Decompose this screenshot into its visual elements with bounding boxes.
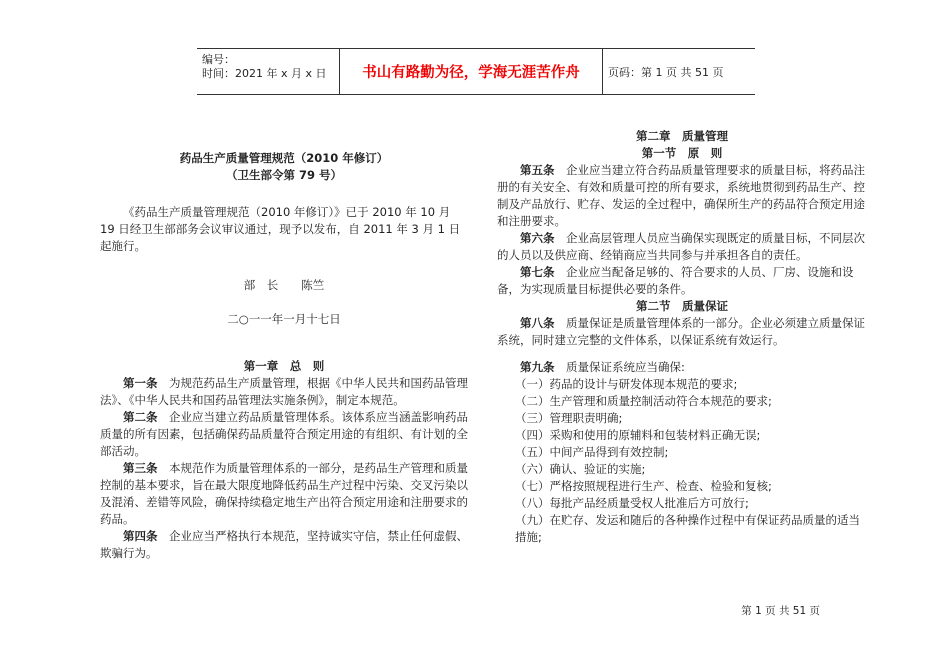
qa-item-list bbox=[497, 376, 867, 546]
article-5 bbox=[497, 162, 867, 230]
list-item: （一）药品的设计与研发体现本规范的要求; bbox=[515, 377, 738, 391]
list-item: （九）在贮存、发运和随后的各种操作过程中有保证药品质量的适当措施; bbox=[515, 513, 860, 544]
article-9 bbox=[497, 359, 867, 376]
page-code: 页码：第 1 页 共 51 页 bbox=[608, 65, 724, 79]
time-label: 时间：2021 年 x 月 x 日 bbox=[202, 67, 327, 80]
doc-subtitle: （卫生部令第 79 号） bbox=[225, 168, 342, 182]
left-column bbox=[100, 150, 468, 562]
article-text: 企业高层管理人员应当确保实现既定的质量目标，不同层次的人员以及供应商、经销商应当共同参与并承担各自的责任。 bbox=[497, 231, 865, 262]
intro-paragraph: 《药品生产质量管理规范（2010 年修订）》已于 2010 年 10 月 19 日经卫生部部务会议审议通过，现予以发布，自 2011 年 3 月 1 日起施行。 bbox=[100, 205, 461, 253]
article-4 bbox=[100, 528, 468, 562]
article-2 bbox=[100, 409, 468, 460]
list-item: （二）生产管理和质量控制活动符合本规范的要求; bbox=[515, 394, 772, 408]
article-1 bbox=[100, 375, 468, 409]
article-3 bbox=[100, 460, 468, 528]
chapter-heading: 第二章 质量管理 bbox=[636, 129, 728, 143]
article-text: 企业应当严格执行本规范，坚持诚实守信，禁止任何虚假、欺骗行为。 bbox=[100, 529, 468, 560]
section-heading: 第一节 原 则 bbox=[641, 146, 723, 160]
article-label: 第二条 bbox=[123, 410, 158, 424]
article-label: 第六条 bbox=[520, 231, 555, 245]
list-item: （四）采购和使用的原辅料和包装材料正确无误; bbox=[515, 428, 761, 442]
sign-date: 二○一一年一月十七日 bbox=[227, 312, 341, 326]
article-6 bbox=[497, 230, 867, 264]
section-heading: 第二节 质量保证 bbox=[636, 299, 728, 313]
page-header bbox=[197, 48, 755, 95]
motto: 书山有路勤为径，学海无涯苦作舟 bbox=[340, 49, 603, 94]
article-label: 第四条 bbox=[123, 529, 158, 543]
article-7 bbox=[497, 264, 867, 298]
chapter-heading: 第一章 总 则 bbox=[243, 359, 325, 373]
article-text: 企业应当配备足够的、符合要求的人员、厂房、设施和设备，为实现质量目标提供必要的条件。 bbox=[497, 265, 854, 296]
article-text: 质量保证系统应当确保: bbox=[554, 360, 685, 374]
article-label: 第九条 bbox=[520, 360, 555, 374]
article-label: 第三条 bbox=[123, 461, 158, 475]
article-label: 第一条 bbox=[123, 376, 158, 390]
article-label: 第五条 bbox=[520, 163, 555, 177]
article-label: 第七条 bbox=[520, 265, 555, 279]
list-item: （八）每批产品经质量受权人批准后方可放行; bbox=[515, 496, 749, 510]
doc-title: 药品生产质量管理规范（2010 年修订） bbox=[179, 151, 389, 165]
article-text: 质量保证是质量管理体系的一部分。企业必须建立质量保证系统，同时建立完整的文件体系，以保证系统有效运行。 bbox=[497, 316, 865, 347]
signature: 部 长 陈竺 bbox=[243, 278, 325, 292]
header-meta bbox=[197, 49, 340, 94]
list-item: （七）严格按照规程进行生产、检查、检验和复核; bbox=[515, 479, 772, 493]
article-8 bbox=[497, 315, 867, 349]
article-label: 第八条 bbox=[520, 316, 555, 330]
article-text: 企业应当建立符合药品质量管理要求的质量目标，将药品注册的有关安全、有效和质量可控的所有要求，系统地贯彻到药品生产、控制及产品放行、贮存、发运的全过程中，确保所生产的药品符合预定用途和注册要求。 bbox=[497, 163, 865, 228]
article-text: 为规范药品生产质量管理，根据《中华人民共和国药品管理法》、《中华人民共和国药品管理法实施条例》，制定本规范。 bbox=[100, 376, 468, 407]
page-footer: 第 1 页 共 51 页 bbox=[741, 605, 820, 617]
right-column bbox=[497, 128, 867, 546]
article-text: 企业应当建立药品质量管理体系。该体系应当涵盖影响药品质量的所有因素，包括确保药品质量符合预定用途的有组织、有计划的全部活动。 bbox=[100, 410, 468, 458]
list-item: （三）管理职责明确; bbox=[515, 411, 623, 425]
article-text: 本规范作为质量管理体系的一部分，是药品生产管理和质量控制的基本要求，旨在最大限度地降低药品生产过程中污染、交叉污染以及混淆、差错等风险，确保持续稳定地生产出符合预定用途和注册要求的药品。 bbox=[100, 461, 468, 526]
list-item: （五）中间产品得到有效控制; bbox=[515, 445, 669, 459]
number-label: 编号： bbox=[202, 53, 235, 66]
list-item: （六）确认、验证的实施; bbox=[515, 462, 646, 476]
